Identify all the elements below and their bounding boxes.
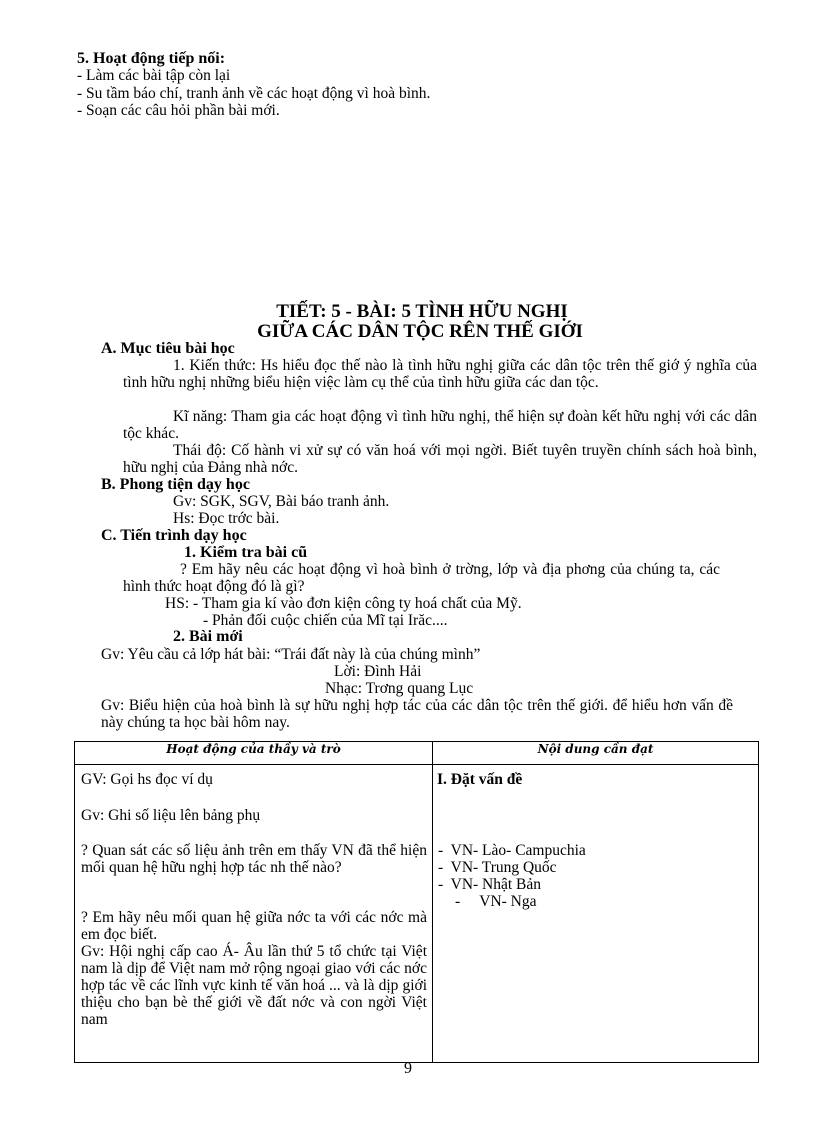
content-heading: I. Đặt vấn đề [437,771,523,788]
section-c-intro: Gv: Biểu hiện của hoà bình là sự hữu nghị hợp tác của các dân tộc trên thế giới. để hiểu hơn vấn đề này chúng ta học bài hôm nay. [101,697,733,731]
section-c-sub1: 1. Kiểm tra bài cũ [184,544,308,561]
activity-p5: Gv: Hội nghị cấp cao Á- Âu lần thứ 5 tổ chức tại Việt nam là dịp để Việt nam mở rộng ngoại giao với các nớc hợp tác về các lĩnh vực kinh tế văn hoá ... và là dịp giới thiệu cho bạn bè thế giới về đất nớc và con ngời Việt nam [81,943,427,1028]
activity-table [74,741,759,1063]
activity-p3: ? Quan sát các số liệu ảnh trên em thấy VN đã thể hiện mối quan hệ hữu nghị hợp tác nh thế nào? [81,842,427,876]
section-b-hs: Hs: Đọc trớc bài. [173,510,280,527]
activity-p2: Gv: Ghi số liệu lên bảng phụ [81,807,261,824]
content-item-4: - VN- Nga [455,893,537,910]
section-c-song: Gv: Yêu cầu cả lớp hát bài: “Trái đất này là của chúng mình” [101,646,481,663]
section-c-question: ? Em hãy nêu các hoạt động vì hoà bình ở trờng, lớp và địa phơng của chúng ta, các hình thức hoạt động đó là gì? [123,561,720,595]
lesson-title-line1: TIẾT: 5 - BÀI: 5 TÌNH HỮU NGHỊ [276,301,568,322]
section-c-sub2: 2. Bài mới [173,628,243,645]
table-header-content: Nội dung cần đạt [433,742,759,765]
section-c-answer2: - Phản đối cuộc chiến của Mĩ tại Irăc.... [203,612,448,629]
lesson-title-line2: GIỮA CÁC DÂN TỘC RÊN THẾ GIỚI [257,321,583,342]
followup-item-1: - Làm các bài tập còn lại [77,67,231,84]
page-number: 9 [404,1060,412,1077]
section-b-heading: B. Phong tiện dạy học [101,476,250,493]
followup-heading: 5. Hoạt động tiếp nối: [77,50,226,67]
followup-item-2: - Su tầm báo chí, tranh ảnh về các hoạt động vì hoà bình. [77,85,431,102]
table-cell-content [433,765,759,1063]
activity-p1: GV: Gọi hs đọc ví dụ [81,771,213,788]
section-a-skill: Kĩ năng: Tham gia các hoạt động vì tình hữu nghị, thể hiện sự đoàn kết hữu nghị với các dân tộc khác. [123,408,757,442]
followup-item-3: - Soạn các câu hỏi phần bài mới. [77,102,280,119]
content-item-1: - VN- Lào- Campuchia [438,842,586,859]
section-c-lyrics: Lời: Đình Hải [334,663,422,680]
table-cell-activities [75,765,433,1063]
section-b-gv: Gv: SGK, SGV, Bài báo tranh ảnh. [173,493,390,510]
content-item-2: - VN- Trung Quốc [438,859,557,876]
section-c-answer1: HS: - Tham gia kí vào đơn kiện công ty hoá chất của Mỹ. [165,595,522,612]
table-header-activities: Hoạt động của thầy và trò [75,742,433,765]
section-a-attitude: Thái độ: Cố hành vi xử sự có văn hoá với mọi ngời. Biết tuyên truyền chính sách hoà bình, hữu nghị của Đảng nhà nớc. [123,442,757,476]
activity-p4: ? Em hãy nêu mối quan hệ giữa nớc ta với các nớc mà em đọc biết. [81,909,427,943]
section-c-heading: C. Tiến trình dạy học [101,527,247,544]
content-item-3: - VN- Nhật Bản [438,876,542,893]
section-c-music: Nhạc: Trơng quang Lục [325,680,474,697]
section-a-knowledge: 1. Kiến thức: Hs hiểu đọc thế nào là tình hữu nghị giữa các dân tộc trên thế giớ ý nghĩa của tình hữu nghị những biểu hiện việc làm cụ thể của tình hữu giữa các dan tộc. [123,357,757,391]
section-a-heading: A. Mục tiêu bài học [101,340,235,357]
